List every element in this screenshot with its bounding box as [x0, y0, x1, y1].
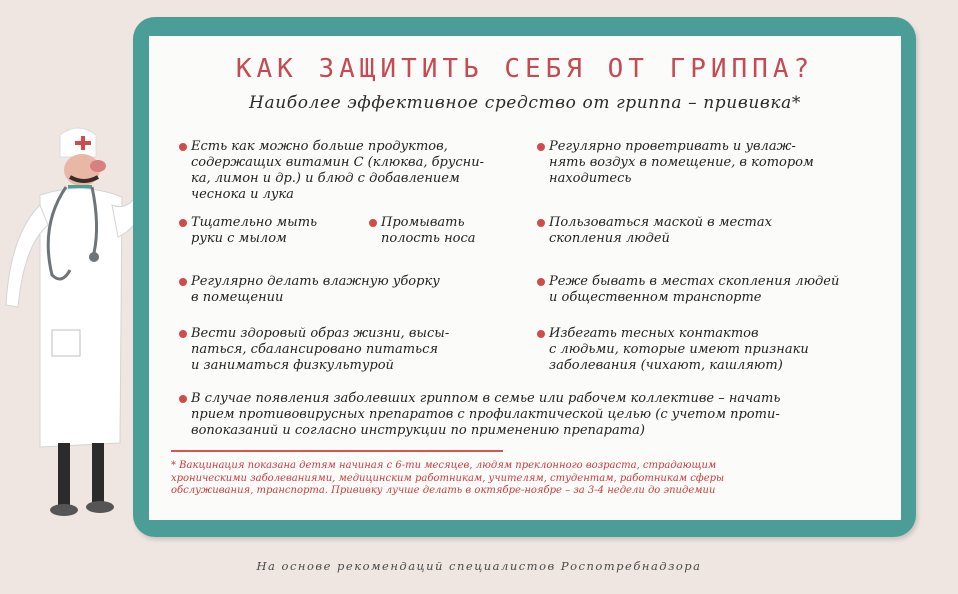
tip-item: Избегать тесных контактов с людьми, которые имеют признаки заболевания (чихают, кашляют) — [537, 326, 889, 374]
tip-item: Вести здоровый образ жизни, высы- паться, сбалансировано питаться и заниматься физкультурой — [179, 326, 521, 374]
footnote: * Вакцинация показана детям начиная с 6-ти месяцев, людям преклонного возраста, страдающим хроническими заболеваниями, медицинским работникам, учителям, студентам, работникам сферы обслуживания, транспорта. Прививку лучше делать в октябре-ноябре – за 3-4 недели до эпидемии — [171, 460, 725, 496]
tip-item: Тщательно мыть руки с мылом — [179, 215, 361, 247]
tip-item: Регулярно делать влажную уборку в помещении — [179, 274, 521, 306]
info-sheet — [149, 36, 901, 520]
tip-item: Есть как можно больше продуктов, содержащих витамин С (клюква, брусни- ка, лимон и др.) и блюд с добавлением чеснока и лука — [179, 139, 521, 203]
tip-item: Промывать полость носа — [369, 215, 531, 247]
tip-item: Регулярно проветривать и увлаж- нять воздух в помещение, в котором находитесь — [537, 139, 889, 187]
tip-item: Реже бывать в местах скопления людей и общественном транспорте — [537, 274, 899, 306]
tip-item: Пользоваться маской в местах скопления людей — [537, 215, 889, 247]
tip-item: В случае появления заболевших гриппом в семье или рабочем коллективе – начать прием противовирусных препаратов с профилактической целью (с учетом проти- вопоказаний и согласно инструкции по применению препарата) — [179, 391, 901, 439]
footnote-divider — [171, 450, 503, 452]
page-title: КАК ЗАЩИТИТЬ СЕБЯ ОТ ГРИППА? — [235, 54, 815, 84]
page-subtitle: Наиболее эффективное средство от гриппа – прививка* — [249, 93, 801, 113]
source-caption: На основе рекомендаций специалистов Роспотребнадзора — [256, 559, 702, 573]
